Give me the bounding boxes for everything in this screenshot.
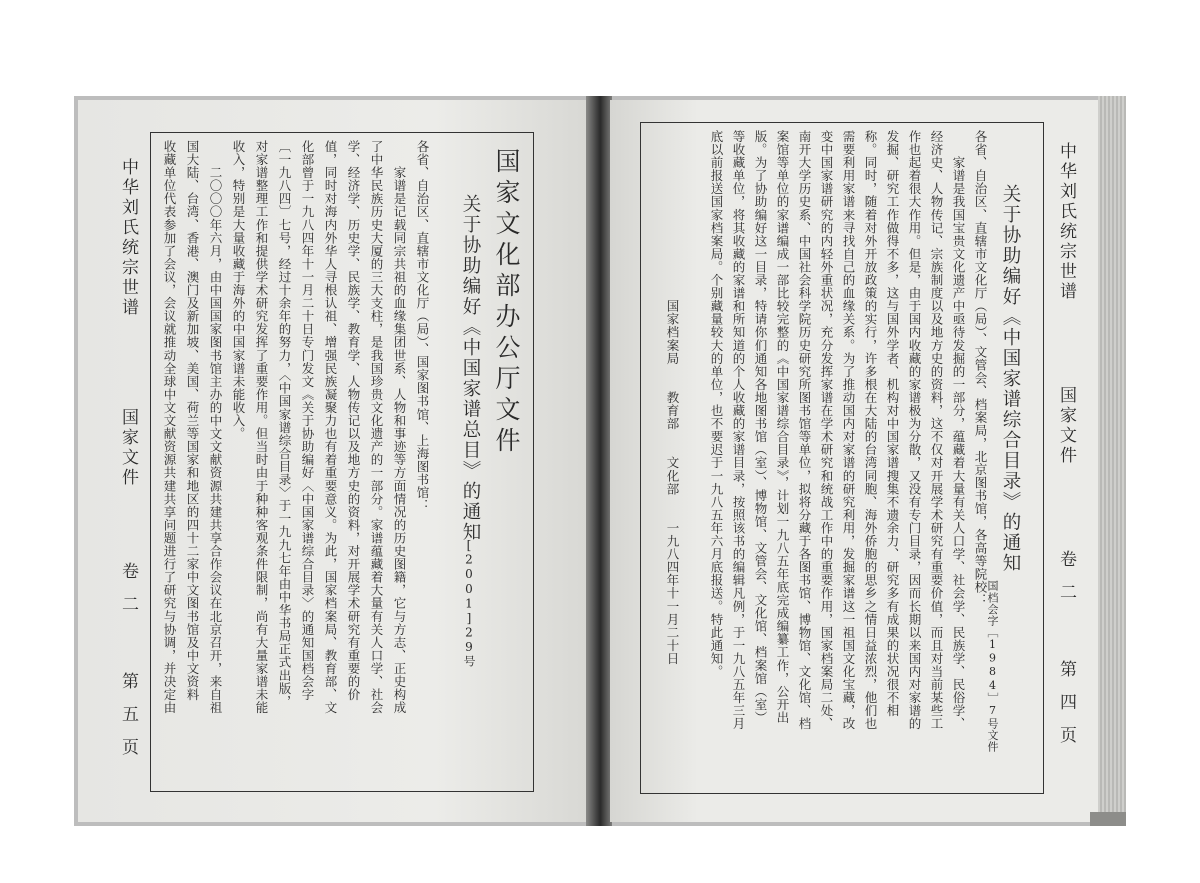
body-line: 作也起着很大作用。但是，由于国内收藏的家谱极为分散，又没有专门目录，因而长期以来国内对家谱的 xyxy=(907,130,922,731)
body-line: 发掘、研究工作做得不多，这与国外学者、机构对中国家谱搜集不遗余力、研究多有成果的状况很不相 xyxy=(885,130,900,718)
book-spread xyxy=(74,96,1126,826)
body-line: 家谱是记载同宗共祖的血缘集团世系、人物和事迹等方面情况的历史图籍，它与方志、正史构成 xyxy=(392,140,407,715)
body-line: 等收藏单位，将其收藏的家谱和所知道的个人收藏的家谱目录，按照该书的编辑凡例，于一九八五年三月 xyxy=(731,130,746,731)
body-line: 对家谱整理工作和提供学术研究发挥了重要作用。但当时由于种种客观条件限制，尚有大量家谱未能 xyxy=(254,140,269,715)
body-line: 〔一九八四〕七号，经过十余年的努力，〈中国家谱综合目录〉于一九九七年由中华书局正式出版， xyxy=(277,140,292,708)
document-body xyxy=(158,140,432,785)
body-line: 变中国家谱研究的内轻外重状况，充分发挥家谱在学术研究和统战工作中的重要作用，国家档案局二处、 xyxy=(819,130,834,731)
header-book-title: 中华刘氏统宗世谱 xyxy=(118,158,138,318)
body-line: 了中华民族历史大厦的三大支柱，是我国珍贵文化遗产的一部分。家谱蕴藏着大量有关人口学、社会 xyxy=(369,140,384,715)
page-edges xyxy=(1098,96,1126,826)
body-line: 南开大学历史系、中国社会科学院历史研究所图书馆等单位，拟将分藏于各图书馆、博物馆、文化馆、档 xyxy=(797,130,812,731)
signature-line: 国家档案局 教育部 文化部 一九八四年十一月二十日 xyxy=(665,130,680,666)
body-line: 收入，特别是大量收藏于海外的中国家谱未能收入。 xyxy=(231,140,246,441)
page-corner xyxy=(1090,812,1126,826)
right-page xyxy=(610,100,1098,822)
header-volume: 卷二 xyxy=(118,562,138,628)
document-number: 国档会字［1984］7号文件 xyxy=(986,580,999,753)
body-line: 化部曾于一九八四年十一月二十日专门发文《关于协助编好〈中国家谱综合目录〉的通知国档会字 xyxy=(300,140,315,702)
body-line: 版。为了协助编好这一目录，特请你们通知各地图书馆（室）、博物馆、文管会、文化馆、档案馆（室） xyxy=(753,130,768,725)
body-line: 家谱是我国宝贵文化遗产中亟待发掘的一部分，蕴藏着大量有关人口学、社会学、民族学、民俗学、 xyxy=(951,130,966,731)
body-line: 收藏单位代表参加了会议，会议就推动全球中文文献资源共建共享问题进行了研究与协调，并决定由 xyxy=(162,140,177,715)
header-book-title: 中华刘氏统宗世谱 xyxy=(1056,142,1076,302)
header-volume: 卷二 xyxy=(1056,550,1076,616)
header-category: 国家文件 xyxy=(118,408,138,488)
document-title: 关于协助编好《中国家谱综合目录》的通知 xyxy=(1000,184,1021,574)
body-line: 学、经济学、历史学、民族学、教育学、人物传记以及地方史的资料，对开展学术研究有重要的价 xyxy=(346,140,361,702)
body-line: 各省、自治区、直辖市文化厅（局）、国家图书馆、上海图书馆： xyxy=(415,140,430,513)
body-line: 各省、自治区、直辖市文化厅（局）、文管会、档案局，北京图书馆，各高等院校： xyxy=(973,130,988,607)
body-line: 国大陆、台湾、香港、澳门及新加坡、美国、荷兰等国家和地区的四十二家中文图书馆及中文资料 xyxy=(185,140,200,702)
document-subtitle: 关于协助编好《中国家谱总目》的通知 xyxy=(460,194,481,543)
header-page-number: 第四页 xyxy=(1056,660,1076,759)
body-line: 值，同时对海内外华人寻根认祖、增强民族凝聚力也有着重要意义。为此，国家档案局、教育部、文 xyxy=(323,140,338,715)
body-line: 案馆等单位的家谱编成一部比较完整的《中国家谱综合目录》，计划一九八五年底完成编纂工作，公开出 xyxy=(775,130,790,725)
document-title: 国家文化部办公厅文件 xyxy=(492,148,521,458)
body-line: 经济史、人物传记、宗族制度以及地方史的资料，这不仅对开展学术研究有重要价值，而且对当前某些工 xyxy=(929,130,944,731)
left-page xyxy=(78,100,588,822)
header-page-number: 第五页 xyxy=(118,672,138,771)
body-line: 需要利用家谱来寻找自己的血缘关系。为了推动国内对家谱的研究利用，发掘家谱这一祖国文化宝藏，改 xyxy=(841,130,856,731)
body-line: 称。同时，随着对外开放政策的实行，许多根在大陆的台湾同胞、海外侨胞的思乡之情日益浓烈，他们也 xyxy=(863,130,878,731)
book-gutter xyxy=(586,96,612,826)
body-line: 二〇〇〇年六月，由中国国家图书馆主办的中文文献资源共建共享合作会议在北京召开，来自祖 xyxy=(208,140,223,715)
document-body xyxy=(650,130,990,785)
document-number: [2001]29号 xyxy=(462,538,476,668)
body-line: 底以前报送国家档案局。个别藏量较大的单位，也不要迟于一九八五年六月底报送。特此通知。 xyxy=(709,130,724,679)
header-category: 国家文件 xyxy=(1056,386,1076,466)
